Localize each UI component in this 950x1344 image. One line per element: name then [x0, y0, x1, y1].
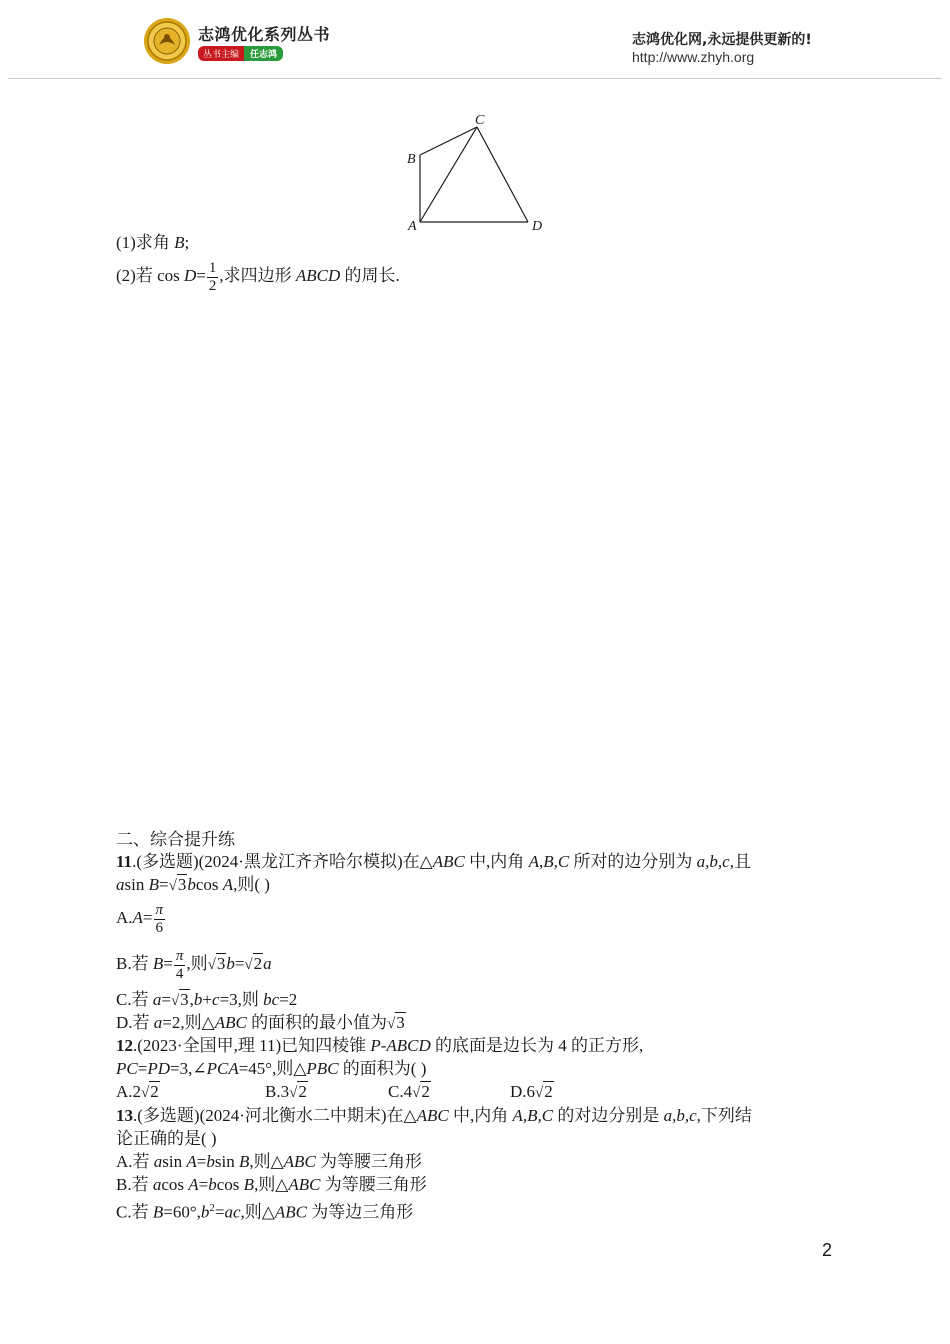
site-slogan: 志鸿优化网,永远提供更新的! — [632, 32, 812, 48]
editor-label: 丛书主编 — [198, 46, 244, 61]
site-url-link[interactable]: http://www.zhyh.org — [632, 49, 755, 65]
q10-part2: (2)若 cos D= $\frac{1}{2}$ ,求四边形 ABCD 的周长. — [116, 259, 400, 294]
q11-option-c: C.若 a=√3,b+c=3,则 bc=2 — [116, 990, 298, 1009]
q13-option-a: A.若 asin A=bsin B,则△ABC 为等腰三角形 — [116, 1152, 423, 1171]
q12-option-d: D.6√2 — [510, 1082, 553, 1101]
q12-option-a: A.2√2 — [116, 1082, 159, 1101]
editor-name: 任志鸿 — [244, 46, 283, 61]
q12-stem-line2: PC=PD=3,∠PCA=45°,则△PBC 的面积为( ) — [116, 1059, 427, 1078]
vertex-label-d: D — [532, 219, 543, 234]
q11-option-b: B.若 B= $\frac{\pi}{4}$ ,则√3b=√2a — [116, 947, 272, 982]
q13-stem-line1: 13.(多选题)(2024·河北衡水二中期末)在△ABC 中,内角 A,B,C 的对边分别是 a,b,c,下列结 — [116, 1106, 752, 1125]
section-title: 二、综合提升练 — [116, 830, 235, 849]
q12-stem-line1: 12.(2023·全国甲,理 11)已知四棱锥 P-ABCD 的底面是边长为 4 的正方形, — [116, 1036, 644, 1055]
brand-title: 志鸿优化系列丛书 — [198, 25, 331, 44]
q13-stem-line2: 论正确的是( ) — [116, 1129, 217, 1148]
vertex-label-c: C — [475, 113, 485, 128]
page-number: 2 — [822, 1240, 833, 1260]
q11-option-a: A.A= $\frac{\pi}{6}$ — [116, 901, 164, 936]
quadrilateral-figure — [400, 108, 560, 238]
q11-stem-line2: asin B=√3bcos A,则( ) — [116, 875, 270, 894]
q13-option-b: B.若 acos A=bcos B,则△ABC 为等腰三角形 — [116, 1175, 427, 1194]
q12-option-b: B.3√2 — [265, 1082, 307, 1101]
q13-option-c: C.若 $B=60^\circ,b^2=ac$,则△ABC 为等边三角形 — [116, 1202, 414, 1222]
q11-stem-line1: 11.(多选题)(2024·黑龙江齐齐哈尔模拟)在△ABC 中,内角 A,B,C 所对的边分别为 a,b,c,且 — [116, 852, 751, 871]
q12-option-c: C.4√2 — [388, 1082, 430, 1101]
editor-badge — [198, 46, 283, 61]
header-divider — [8, 78, 942, 79]
vertex-label-a: A — [408, 219, 417, 234]
q10-part1: (1)求角 B; — [116, 233, 190, 252]
edge-cd — [477, 127, 528, 222]
q11-option-d: D.若 a=2,则△ABC 的面积的最小值为√3 — [116, 1013, 405, 1032]
vertex-label-b: B — [407, 152, 416, 167]
fraction: $\frac{1}{2}$ — [208, 259, 217, 294]
seal-logo-icon — [143, 17, 191, 65]
